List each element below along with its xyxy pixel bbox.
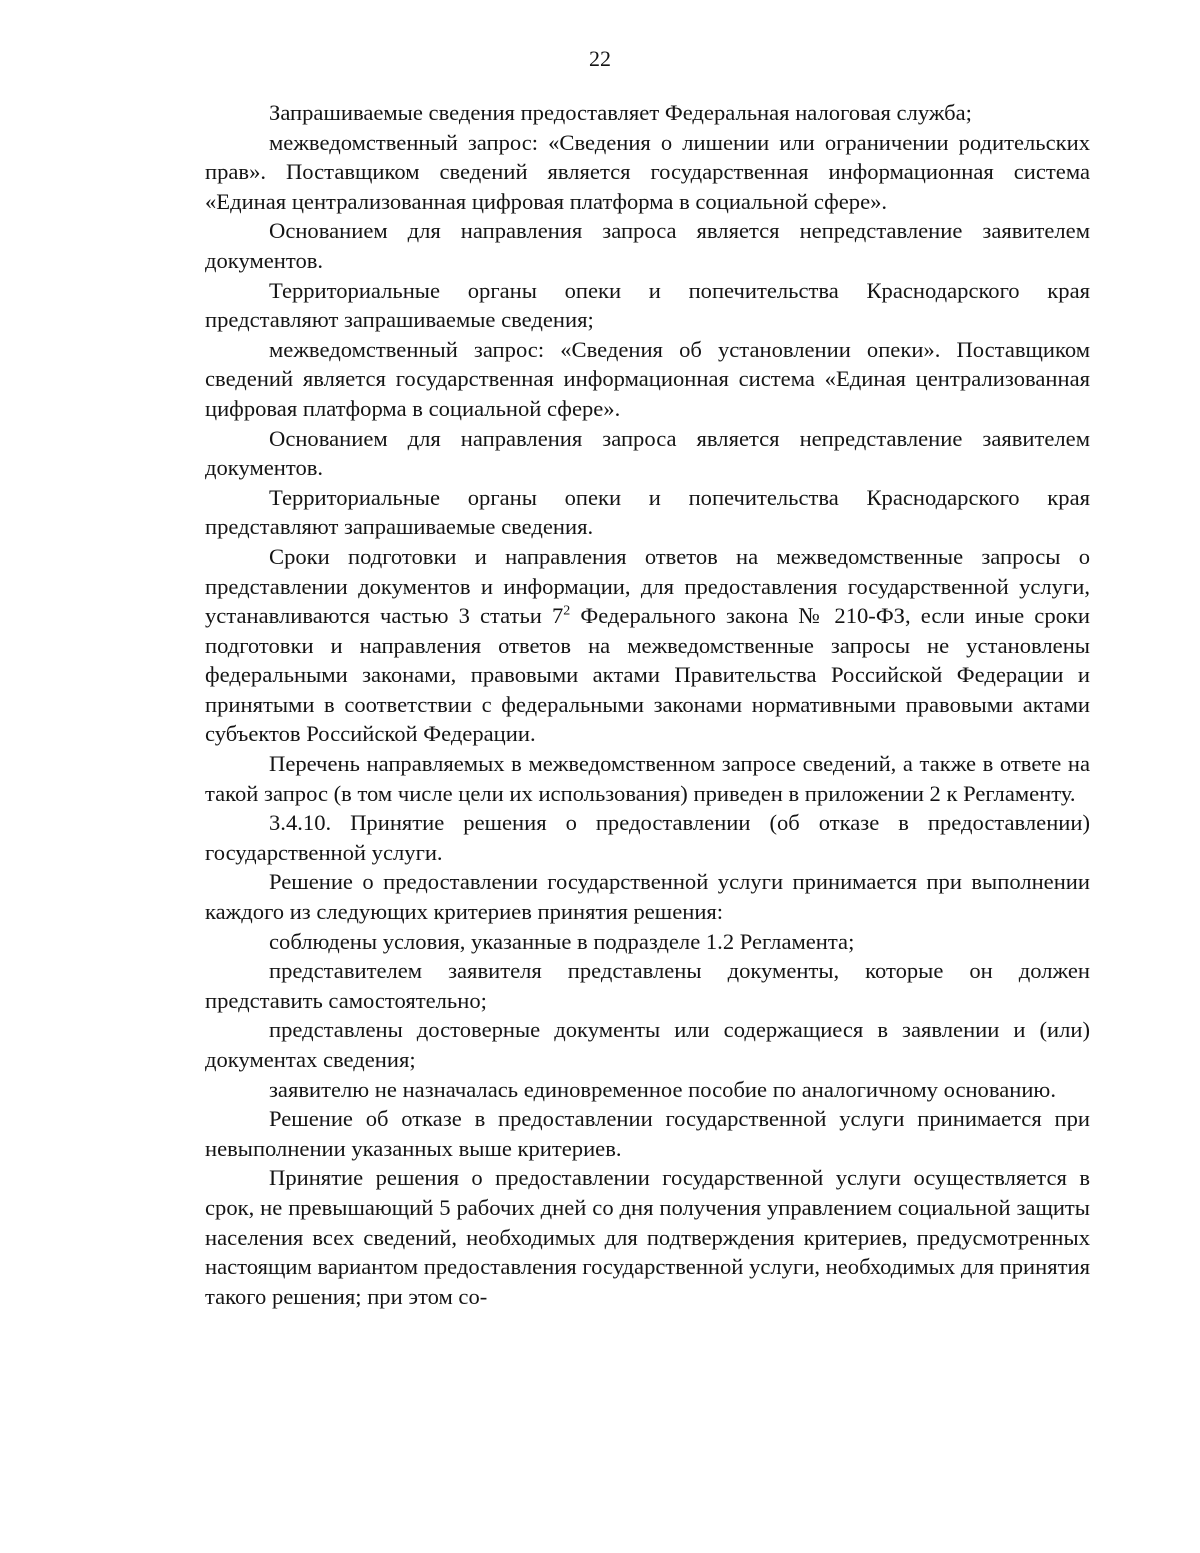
paragraph: Территориальные органы опеки и попечительства Краснодарского края представляют запрашиваемые сведения. xyxy=(205,484,1090,540)
paragraph: межведомственный запрос: «Сведения об установлении опеки». Поставщиком сведений является государственная информационная система «Единая централизованная цифровая платформа в социальной сфере». xyxy=(205,336,1090,421)
paragraph-text: Федерального закона № 210-ФЗ, если иные сроки подготовки и направления ответов на межведомственные запросы не установлены федеральными законами, правовыми актами Правительства Российской Федерации и принятыми в соответствии с федеральными законами нормативными правовыми актами субъектов Российской Федерации. xyxy=(205,603,1090,747)
paragraph-text: Сроки подготовки и направления ответов на межведомственные запросы о представлении документов и информации, для предоставления государственной услуги, устанавливаются частью 3 статьи 7 xyxy=(205,543,1090,629)
paragraph: соблюдены условия, указанные в подразделе 1.2 Регламента; xyxy=(269,928,855,954)
paragraph: заявителю не назначалась единовременное пособие по аналогичному основанию. xyxy=(269,1076,1056,1102)
superscript: 2 xyxy=(563,603,571,619)
section-heading: 3.4.10. Принятие решения о предоставлении (об отказе в предоставлении) государственной услуги. xyxy=(205,810,1090,865)
paragraph: Перечень направляемых в межведомственном запросе сведений, а также в ответе на такой запрос (в том числе цели их использования) приведен в приложении 2 к Регламенту. xyxy=(205,751,1090,806)
paragraph: представлены достоверные документы или содержащиеся в заявлении и (или) документах сведения; xyxy=(205,1017,1090,1072)
paragraph: Решение об отказе в предоставлении государственной услуги принимается при невыполнении указанных выше критериев. xyxy=(205,1106,1090,1161)
paragraph: Запрашиваемые сведения предоставляет Федеральная налоговая служба; xyxy=(269,100,972,125)
paragraph: Принятие решения о предоставлении государственной услуги осуществляется в срок, не превышающий 5 рабочих дней со дня получения управлением социальной защиты населения всех сведений, необходимых для подтверждения критериев, предусмотренных настоящим вариантом предоставления государственной услуги, необходимых для принятия такого решения; при этом со- xyxy=(205,1165,1090,1309)
document-body xyxy=(205,98,1090,1311)
paragraph: Решение о предоставлении государственной услуги принимается при выполнении каждого из следующих критериев принятия решения: xyxy=(205,869,1090,925)
paragraph: Территориальные органы опеки и попечительства Краснодарского края представляют запрашиваемые сведения; xyxy=(205,277,1090,333)
paragraph: Основанием для направления запроса является непредставление заявителем документов. xyxy=(205,425,1090,481)
paragraph-deadlines xyxy=(205,542,1090,749)
paragraph: Основанием для направления запроса является непредставление заявителем документов. xyxy=(205,218,1090,273)
page-number: 22 xyxy=(589,46,611,71)
paragraph: межведомственный запрос: «Сведения о лишении или ограничении родительских прав». Поставщиком сведений является государственная информационная система «Единая централизованная цифровая платформа в социальной сфере». xyxy=(205,129,1090,214)
paragraph: представителем заявителя представлены документы, которые он должен представить самостоятельно; xyxy=(205,958,1090,1013)
